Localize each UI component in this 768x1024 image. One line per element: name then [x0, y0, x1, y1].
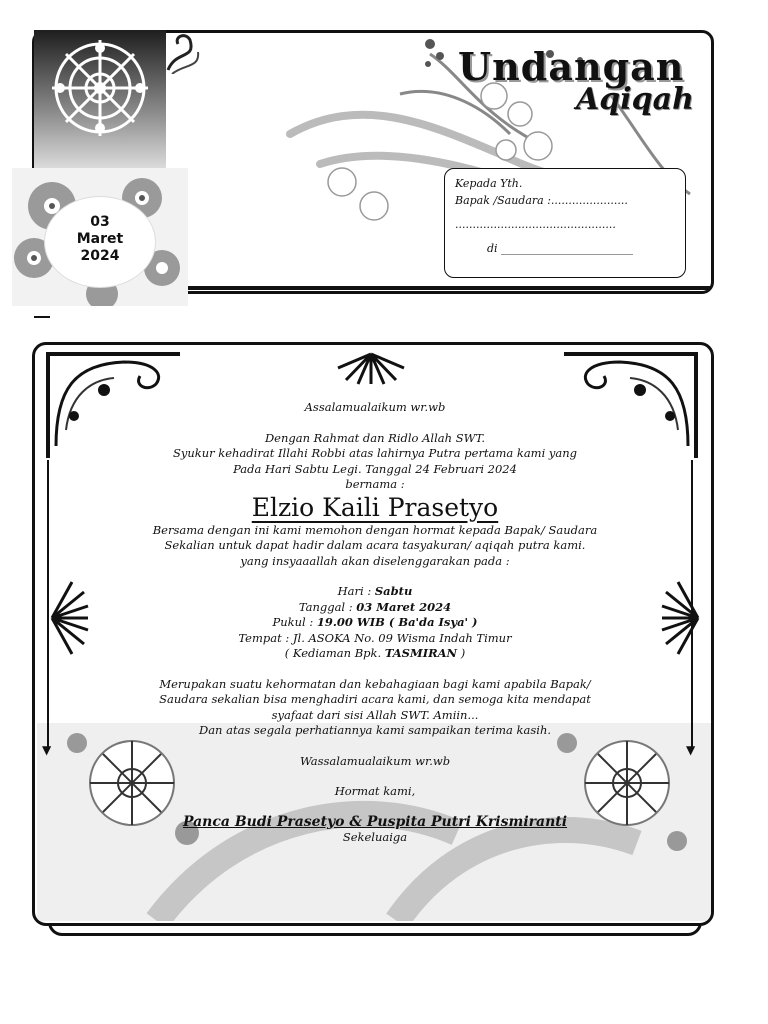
swirl-ornament-icon	[166, 30, 202, 74]
regards: Hormat kami,	[334, 784, 416, 798]
event-time: Pukul : 19.00 WIB ( Ba'da Isya' )	[272, 615, 478, 629]
recipient-name-line: Bapak /Saudara :......................	[455, 194, 628, 207]
event-date: Tanggal : 03 Maret 2024	[298, 599, 452, 614]
mandala-ornament	[34, 30, 166, 178]
date-day: 03	[90, 214, 110, 230]
date-badge	[44, 196, 156, 288]
down-arrow-icon: ▼	[42, 743, 52, 757]
envelope-underline	[170, 286, 710, 290]
closing-line: Saudara sekalian bisa menghadiri acara kami, dan semoga kita mendapat	[159, 692, 591, 706]
envelope-title: Undangan	[458, 44, 685, 89]
child-name: Elzio Kaili Prasetyo	[251, 492, 499, 522]
recipient-to: Kepada Yth.	[455, 177, 523, 190]
date-month: Maret	[76, 231, 124, 247]
invitation-letter	[110, 400, 640, 846]
recipient-place-line: di ________________________	[487, 242, 634, 255]
closing-line: Merupakan suatu kehormatan dan kebahagiaan bagi kami apabila Bapak/	[159, 676, 591, 691]
event-place-detail: ( Kediaman Bpk. TASMIRAN )	[284, 646, 466, 660]
family-signoff: Sekeluaiga	[342, 830, 408, 844]
request-line: Sekalian untuk dapat hadir dalam acara tasyakuran/ aqiqah putra kami.	[164, 538, 586, 552]
event-day: Hari : Sabtu	[337, 584, 413, 598]
closing-line: Dan atas segala perhatiannya kami sampaikan terima kasih.	[198, 723, 552, 737]
intro-line: bernama :	[345, 477, 405, 491]
recipient-box	[444, 168, 686, 278]
mandala-icon	[36, 34, 164, 144]
sunburst-ornament-left	[50, 578, 90, 658]
sunburst-ornament-top	[336, 352, 406, 386]
recipient-dots-line: ..............................................	[455, 218, 616, 231]
parents-names: Panca Budi Prasetyo & Puspita Putri Krismiranti	[182, 813, 568, 830]
farewell: Wassalamualaikum wr.wb	[299, 753, 451, 768]
down-arrow-icon: ▼	[686, 743, 696, 757]
intro-line: Dengan Rahmat dan Ridlo Allah SWT.	[264, 430, 486, 445]
envelope-subtitle: Aqiqah	[576, 82, 694, 117]
closing-line: syafaat dari sisi Allah SWT. Amiin...	[271, 707, 479, 722]
left-border-line	[47, 460, 49, 750]
divider	[34, 316, 50, 318]
intro-line: Pada Hari Sabtu Legi. Tanggal 24 Februari 2024	[233, 461, 517, 476]
greeting: Assalamualaikum wr.wb	[304, 400, 446, 414]
request-line: yang insyaaallah akan diselenggarakan pada :	[240, 553, 510, 568]
sunburst-ornament-right	[660, 578, 700, 658]
event-place: Tempat : Jl. ASOKA No. 09 Wisma Indah Timur	[238, 630, 512, 645]
intro-line: Syukur kehadirat Illahi Robbi atas lahirnya Putra pertama kami yang	[172, 446, 578, 460]
request-line: Bersama dengan ini kami memohon dengan hormat kepada Bapak/ Saudara	[152, 522, 598, 537]
date-year: 2024	[80, 248, 120, 264]
right-border-line	[691, 460, 693, 750]
